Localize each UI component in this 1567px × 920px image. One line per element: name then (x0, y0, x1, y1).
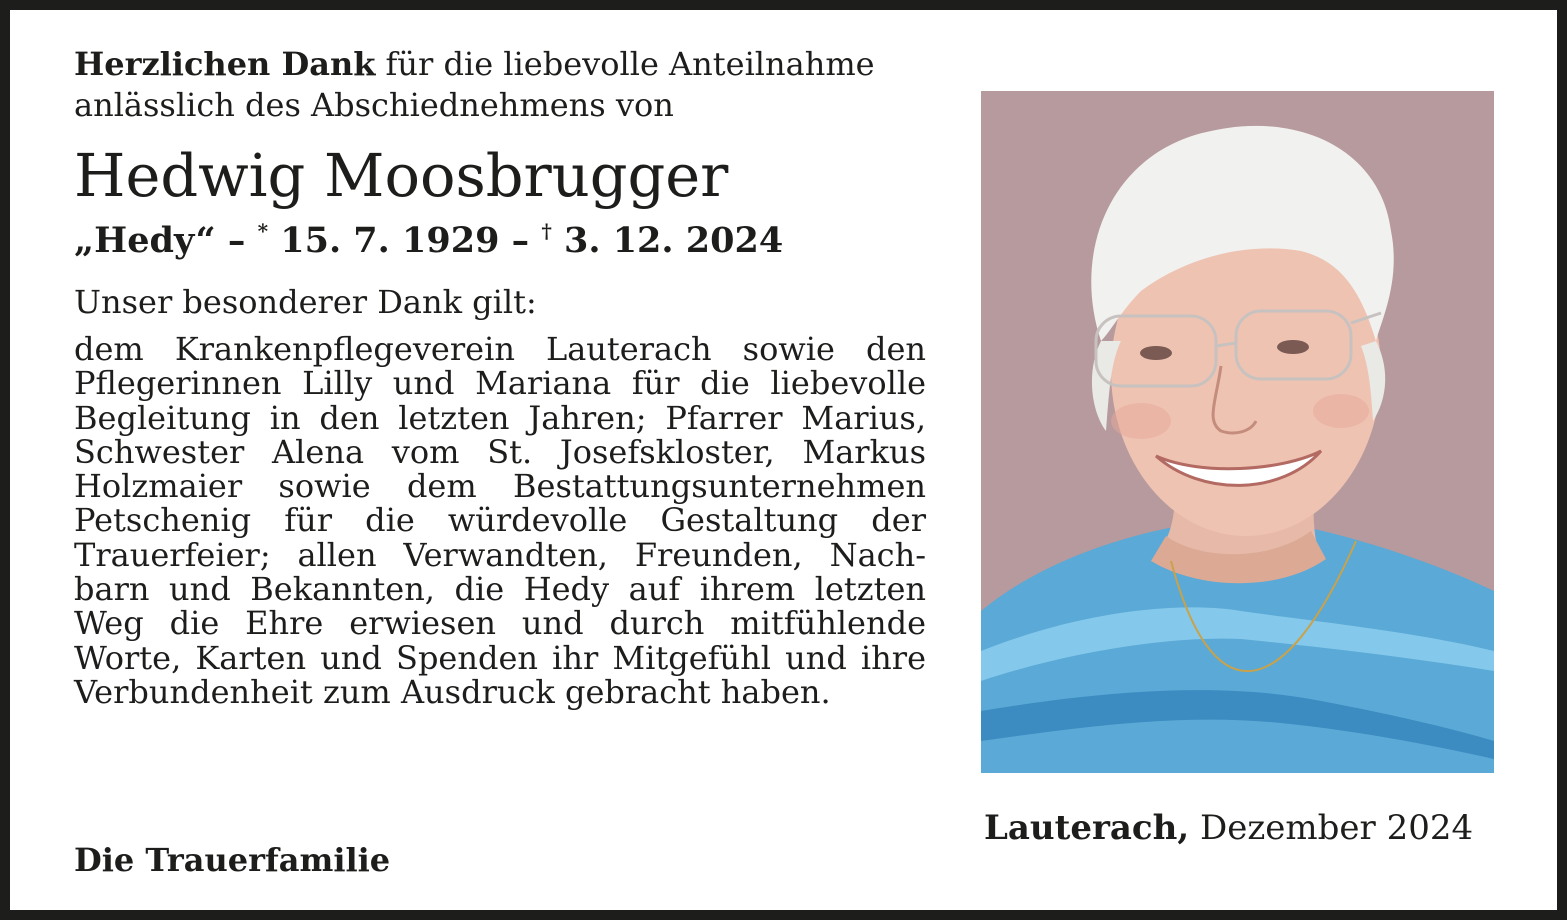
thanks-line: dem Krankenpflegeverein Lauterach sowie den (74, 330, 926, 368)
thanks-line: Pflegerinnen Lilly und Mariana für die liebevolle (74, 364, 926, 403)
thanks-line: Schwester Alena vom St. Josefskloster, Markus (74, 432, 926, 471)
intro-bold: Herzlichen Dank (74, 45, 376, 83)
signoff: Die Trauerfamilie (74, 841, 391, 879)
thanks-line: barn und Bekannten, die Hedy auf ihrem letzten (74, 570, 926, 609)
place: Lauterach, (984, 808, 1190, 848)
thanks-line: Weg die Ehre erwiesen und durch mitfühlende (74, 604, 926, 643)
thanks-line: Holzmaier sowie dem Bestattungsunternehmen (74, 467, 926, 506)
thanks-heading: Unser besonderer Dank gilt: (74, 283, 537, 321)
intro-line-2: anlässlich des Abschiednehmens von (74, 86, 674, 124)
place-date (984, 806, 1473, 850)
separator: – (499, 220, 542, 261)
thanks-line: Petschenig für die würdevolle Gestaltung der (74, 501, 926, 540)
deceased-name: Hedwig Moosbrugger (74, 141, 729, 210)
thanks-line: Begleitung in den letzten Jahren; Pfarrer Marius, (74, 398, 926, 437)
death-symbol: † (541, 219, 552, 243)
thanks-line: Verbundenheit zum Ausdruck gebracht haben. (74, 672, 831, 711)
intro-line-1 (74, 44, 926, 85)
birth-symbol: * (257, 219, 269, 243)
portrait-illustration (981, 91, 1494, 773)
intro-rest: für die liebevolle Anteilnahme (375, 45, 875, 83)
thanks-line: Trauerfeier; allen Verwandten, Freunden, Nach- (74, 535, 926, 574)
death-date: 3. 12. 2024 (551, 220, 784, 261)
text-column (74, 44, 926, 709)
nickname: „Hedy“ (74, 220, 216, 261)
life-dates (74, 210, 926, 262)
portrait-photo (981, 91, 1494, 773)
birth-date: 15. 7. 1929 (268, 220, 500, 261)
separator: – (215, 220, 258, 261)
thanks-line: Worte, Karten und Spenden ihr Mitgefühl und ihre (74, 638, 926, 677)
date: Dezember 2024 (1189, 808, 1474, 848)
thanks-body (74, 332, 926, 709)
